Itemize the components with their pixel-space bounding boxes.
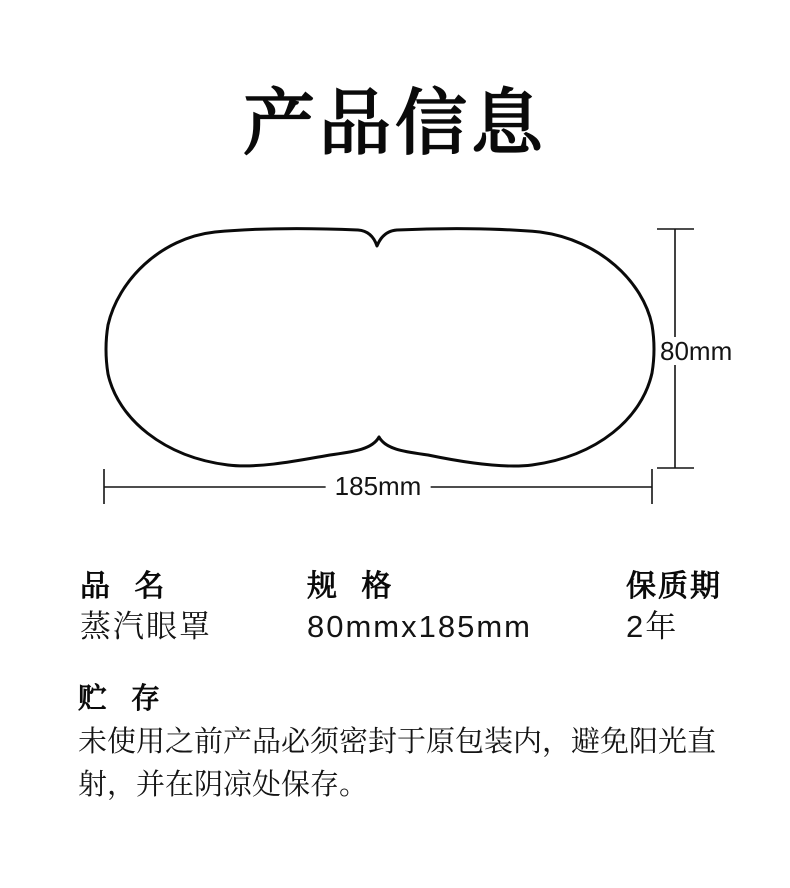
storage-section-label: 贮 存: [78, 683, 163, 715]
width-dimension-label: 185mm: [326, 472, 431, 500]
product-name-value: 蒸汽眼罩: [80, 609, 212, 644]
detail-column-product-name: [80, 571, 212, 643]
detail-column-shelf-life: [626, 571, 722, 643]
detail-column-specification: [307, 571, 532, 643]
shelf-life-value: 2年: [626, 609, 679, 644]
specification-value: 80mmx185mm: [307, 609, 532, 644]
product-name-label: 品 名: [80, 570, 167, 603]
shelf-life-label: 保质期: [626, 570, 722, 603]
storage-instructions-text: 未使用之前产品必须密封于原包装内，避免阳光直射，并在阴凉处保存。: [78, 726, 717, 801]
specification-label: 规 格: [307, 570, 394, 603]
eye-mask-outline-shape: [106, 229, 654, 466]
height-dimension-label: 80mm: [657, 337, 735, 365]
page-title: 产品信息: [242, 84, 547, 164]
